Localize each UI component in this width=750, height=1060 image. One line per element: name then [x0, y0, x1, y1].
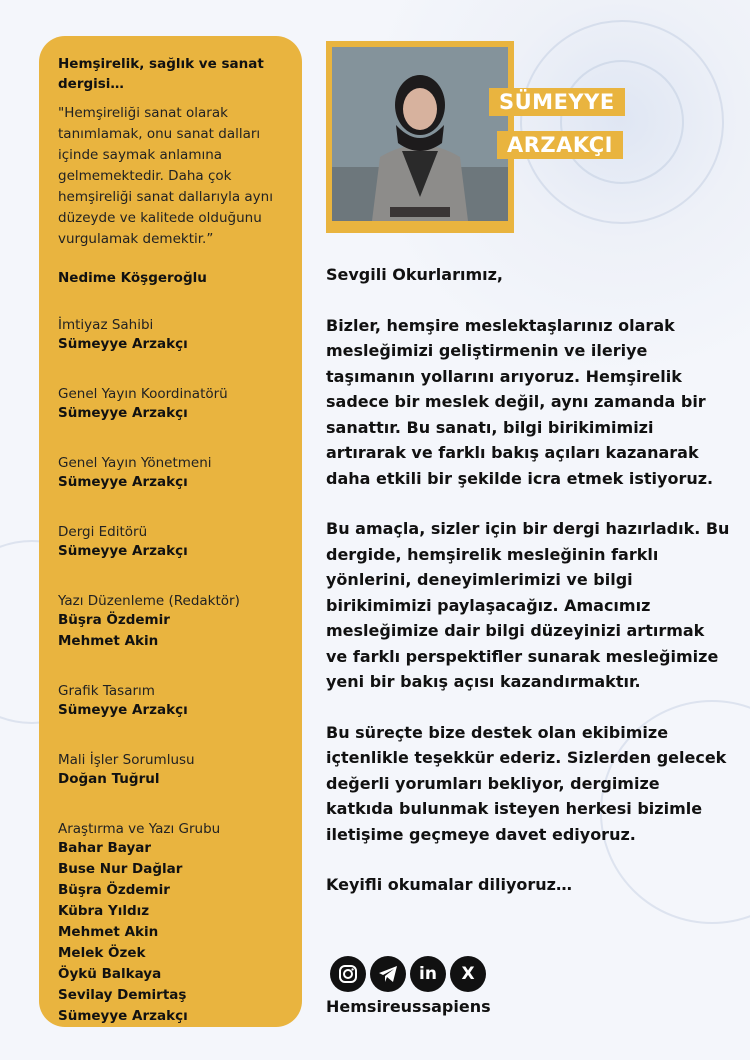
- portrait-illustration: [332, 47, 508, 221]
- credit-block: [58, 592, 284, 652]
- credit-role: İmtiyaz Sahibi: [58, 317, 154, 333]
- profile-last-name: ARZAKÇI: [497, 131, 623, 159]
- credit-role: Genel Yayın Yönetmeni: [58, 455, 212, 471]
- profile-photo-frame: [326, 41, 514, 233]
- profile-photo: [332, 47, 508, 221]
- social-handle[interactable]: Hemsireussapiens: [326, 997, 491, 1016]
- credit-name: Öykü Balkaya: [58, 966, 162, 982]
- profile-first-name: SÜMEYYE: [489, 88, 625, 116]
- credit-block: [58, 523, 284, 562]
- credit-role: Mali İşler Sorumlusu: [58, 752, 195, 768]
- intro-title: Hemşirelik, sağlık ve sanat dergisi…: [58, 56, 264, 92]
- letter-closing: Keyifli okumalar diliyoruz…: [326, 875, 572, 894]
- editorial-letter: [326, 262, 731, 923]
- credit-name: Melek Özek: [58, 945, 146, 961]
- letter-paragraph: Bu süreçte bize destek olan ekibimize içtenlikle teşekkür ederiz. Sizlerden gelecek değerli yorumları bekliyor, dergimize katkıda bulunmak isteyen herkesi bizimle iletişime geçmeye davet ediyoruz.: [326, 722, 727, 844]
- credit-block: [58, 820, 284, 1027]
- credit-name: Bahar Bayar: [58, 840, 152, 856]
- credit-block: [58, 751, 284, 790]
- credit-name: Doğan Tuğrul: [58, 771, 160, 787]
- social-links: [330, 956, 486, 992]
- masthead-panel: [39, 36, 302, 1027]
- credit-name: Sümeyye Arzakçı: [58, 702, 188, 718]
- credit-role: Yazı Düzenleme (Redaktör): [58, 593, 240, 609]
- credit-name: Buse Nur Dağlar: [58, 861, 183, 877]
- credit-name: Büşra Özdemir: [58, 882, 170, 898]
- credit-role: Genel Yayın Koordinatörü: [58, 386, 228, 402]
- credit-block: [58, 385, 284, 424]
- credit-block: [58, 682, 284, 721]
- credit-name: Sümeyye Arzakçı: [58, 405, 188, 421]
- credit-name: Sümeyye Arzakçı: [58, 336, 188, 352]
- linkedin-icon[interactable]: in: [410, 956, 446, 992]
- credit-name: Sümeyye Arzakçı: [58, 1008, 188, 1024]
- letter-paragraph: Bizler, hemşire meslektaşlarınız olarak mesleğimizi geliştirmenin ve ileriye taşımanın yollarını arıyoruz. Hemşirelik sadece bir meslek değil, aynı zamanda bir sanattır. Bu sanatı, bilgi birikimimizi artırarak ve farklı bakış açıları kazanarak daha etkili bir şekilde icra etmek istiyoruz.: [326, 315, 714, 488]
- credit-name: Sümeyye Arzakçı: [58, 474, 188, 490]
- letter-greeting: Sevgili Okurlarımız,: [326, 265, 504, 284]
- credit-block: [58, 316, 284, 355]
- credit-name: Kübra Yıldız: [58, 903, 150, 919]
- credit-name: Mehmet Akin: [58, 633, 159, 649]
- intro-author: Nedime Köşgeroğlu: [58, 270, 207, 286]
- credit-role: Grafik Tasarım: [58, 683, 155, 699]
- credit-name: Sevilay Demirtaş: [58, 987, 187, 1003]
- instagram-icon[interactable]: [330, 956, 366, 992]
- letter-paragraph: Bu amaçla, sizler için bir dergi hazırladık. Bu dergide, hemşirelik mesleğinin farklı yönlerini, deneyimlerimizi ve bilgi birikimimizi paylaşacağız. Amacımız mesleğimize dair bilgi düzeyinizi artırmak ve farklı perspektifler sunarak mesleğimize yeni bir bakış açısı kazandırmaktır.: [326, 519, 730, 691]
- credit-block: [58, 454, 284, 493]
- credit-role: Dergi Editörü: [58, 524, 148, 540]
- telegram-icon[interactable]: [370, 956, 406, 992]
- credit-name: Sümeyye Arzakçı: [58, 543, 188, 559]
- credit-name: Büşra Özdemir: [58, 612, 170, 628]
- credit-role: Araştırma ve Yazı Grubu: [58, 821, 221, 837]
- x-icon[interactable]: X: [450, 956, 486, 992]
- intro-quote: "Hemşireliği sanat olarak tanımlamak, onu sanat dalları içinde saymak anlamına gelmemektedir. Daha çok hemşireliği sanat dallarıyla aynı düzeyde ve kalitede olduğunu vurgulamak demektir.”: [58, 105, 273, 247]
- credit-name: Mehmet Akin: [58, 924, 159, 940]
